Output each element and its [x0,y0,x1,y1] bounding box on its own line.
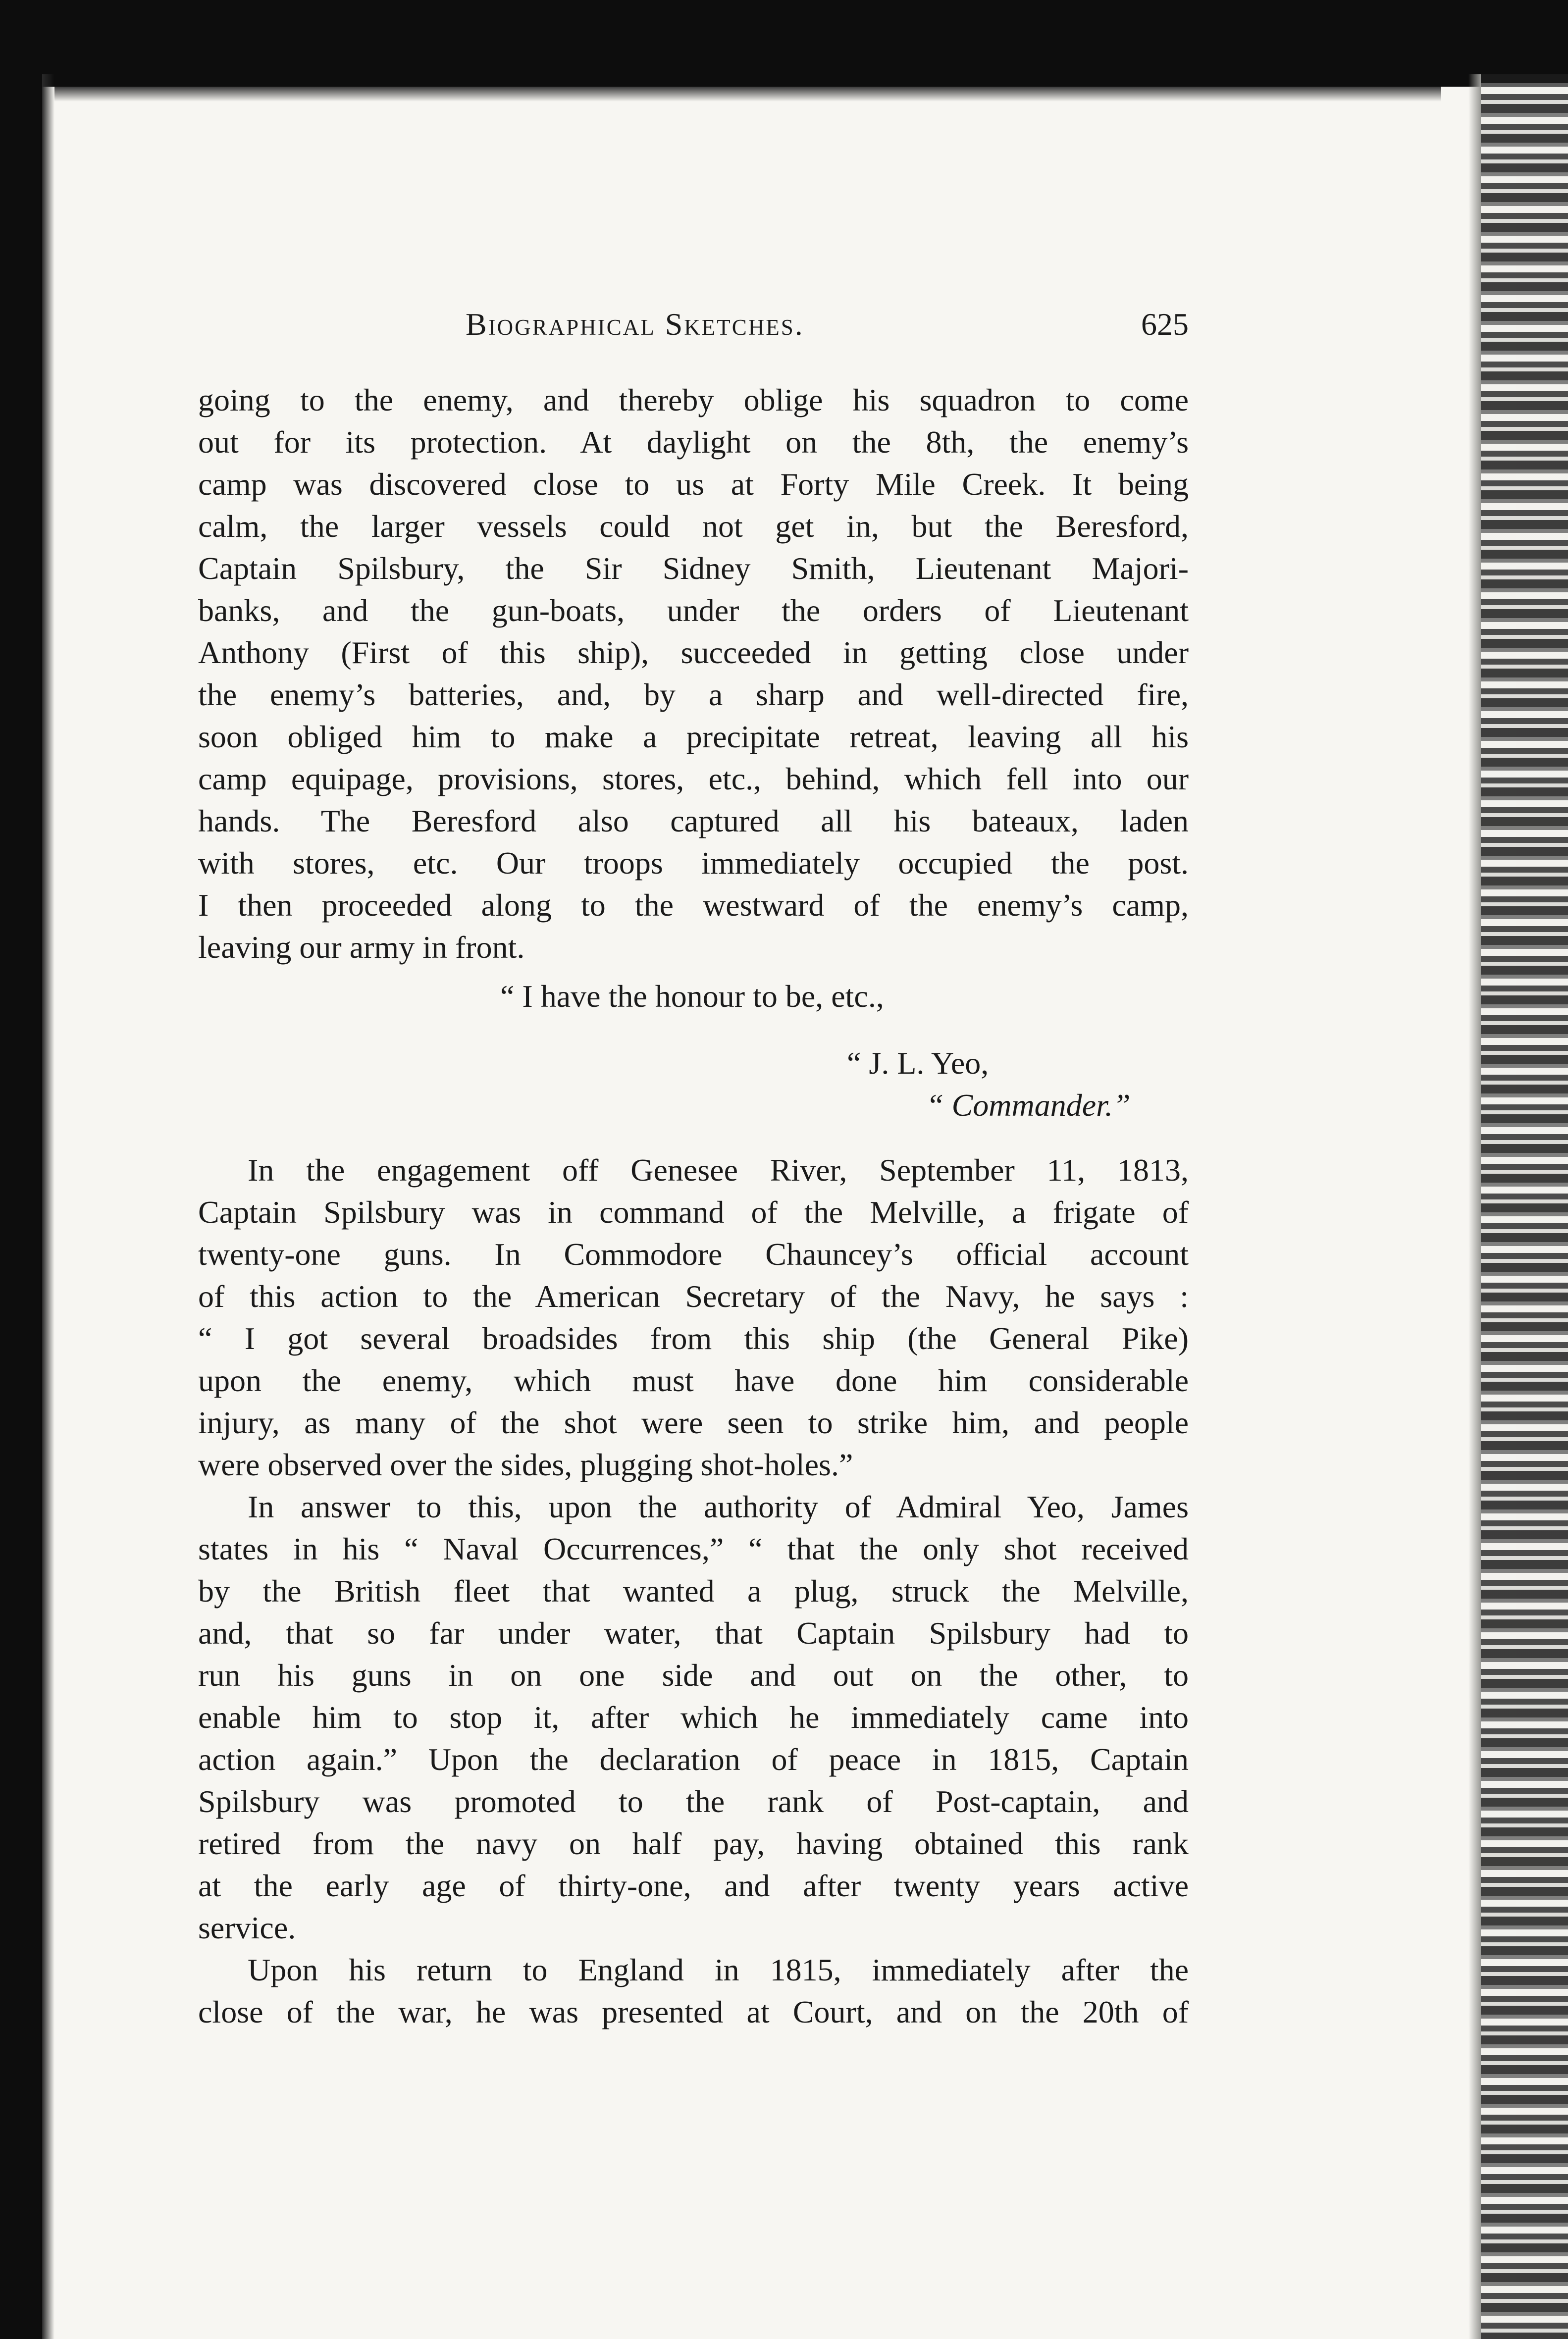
running-title: Biographical Sketches. [466,307,804,342]
text-line: close of the war, he was presented at Court, and on the 20th of [198,1994,1189,2029]
text-line: Upon his return to England in 1815, immediately after the [248,1952,1189,1987]
text-line: injury, as many of the shot were seen to strike him, and people [198,1405,1189,1440]
text-line: enable him to stop it, after which he immediately came into [198,1700,1189,1735]
text-line: run his guns in on one side and out on the other, to [198,1658,1189,1693]
text-line: I then proceeded along to the westward of the enemy’s camp, [198,887,1189,923]
text-line: Captain Spilsbury, the Sir Sidney Smith, Lieutenant Majori- [198,551,1189,586]
text-line: twenty-one guns. In Commodore Chauncey’s official account [198,1237,1189,1272]
scan-top-shadow [54,87,1441,102]
paragraph-genesee [198,1149,1189,1486]
signature-name: “ J. L. Yeo, [847,1045,989,1081]
text-line: by the British fleet that wanted a plug, struck the Melville, [198,1573,1189,1609]
text-line: camp was discovered close to us at Forty Mile Creek. It being [198,467,1189,502]
text-line: service. [198,1910,296,1945]
text-line: out for its protection. At daylight on the 8th, the enemy’s [198,424,1189,460]
text-line: In answer to this, upon the authority of Admiral Yeo, James [248,1489,1189,1524]
scan-right-border [1481,74,1568,2339]
text-line: Captain Spilsbury was in command of the Melville, a frigate of [198,1195,1189,1230]
text-line: “ I got several broadsides from this ship (the General Pike) [198,1321,1189,1356]
scan-left-border [0,0,42,2339]
text-line: soon obliged him to make a precipitate retreat, leaving all his [198,719,1189,754]
scan-right-shadow [1468,74,1481,2339]
scan-top-border [0,0,1568,87]
text-line: of this action to the American Secretary of the Navy, he says : [198,1279,1189,1314]
text-line: leaving our army in front. [198,930,525,965]
page-number: 625 [1141,307,1189,342]
letter-closing: “ I have the honour to be, etc., [500,979,884,1014]
text-line: states in his “ Naval Occurrences,” “ that the only shot received [198,1531,1189,1566]
page-body [198,379,1189,968]
text-line: and, that so far under water, that Captain Spilsbury had to [198,1615,1189,1651]
text-line: upon the enemy, which must have done him considerable [198,1363,1189,1398]
text-line: going to the enemy, and thereby oblige his squadron to come [198,382,1189,417]
signature-title: “ Commander.” [926,1088,1131,1123]
text-line: hands. The Beresford also captured all his bateaux, laden [198,803,1189,838]
text-line: Anthony (First of this ship), succeeded in getting close under [198,635,1189,670]
paragraph-naval-occurrences [198,1486,1189,1949]
text-line: were observed over the sides, plugging shot-holes.” [198,1447,853,1482]
text-line: camp equipage, provisions, stores, etc., behind, which fell into our [198,761,1189,796]
text-line: Spilsbury was promoted to the rank of Post-captain, and [198,1784,1189,1819]
text-line: the enemy’s batteries, and, by a sharp and well-directed fire, [198,677,1189,712]
page-header [198,306,1189,353]
paragraph-letter-excerpt [198,379,1189,968]
text-line: with stores, etc. Our troops immediately occupied the post. [198,845,1189,881]
text-line: retired from the navy on half pay, having obtained this rank [198,1826,1189,1861]
text-line: In the engagement off Genesee River, September 11, 1813, [248,1152,1189,1188]
paragraph-return-england [198,1949,1189,2033]
text-line: banks, and the gun-boats, under the orders of Lieutenant [198,593,1189,628]
scan-left-shadow [42,74,54,2339]
text-line: at the early age of thirty-one, and after twenty years active [198,1868,1189,1903]
text-line: action again.” Upon the declaration of peace in 1815, Captain [198,1742,1189,1777]
text-line: calm, the larger vessels could not get in, but the Beresford, [198,509,1189,544]
